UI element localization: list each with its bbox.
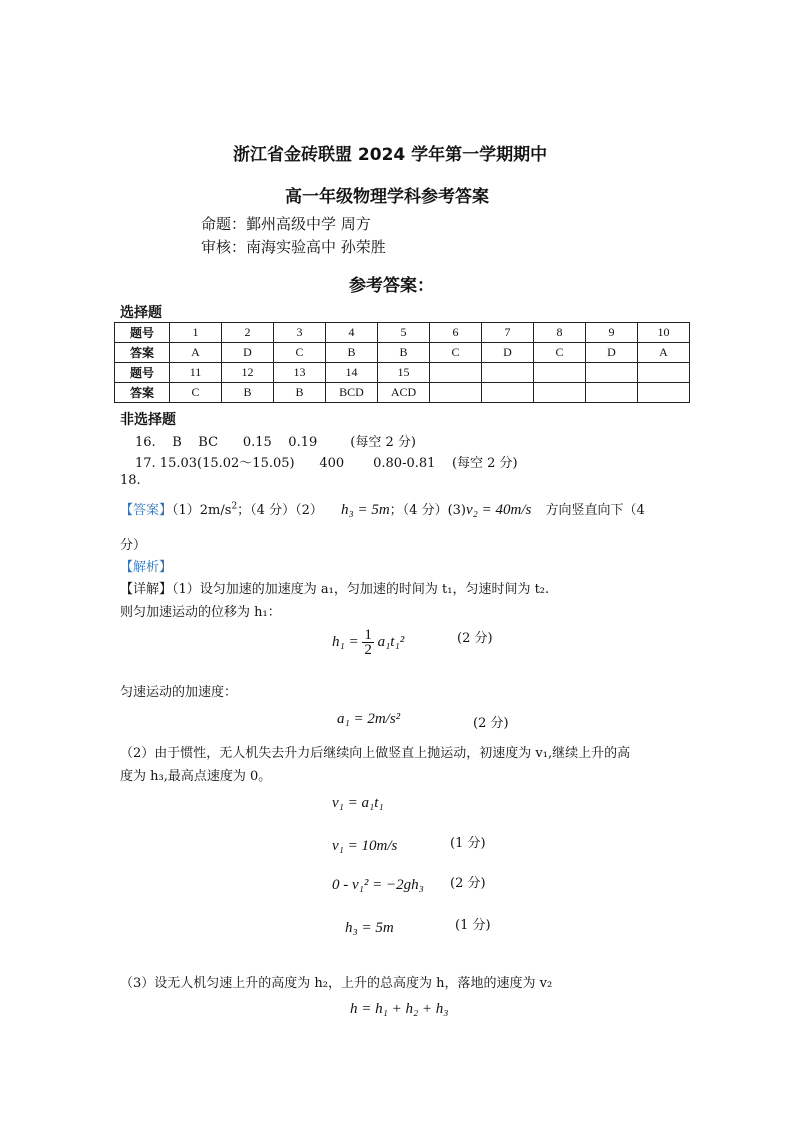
part2-line1: （2）由于惯性，无人机失去升力后继续向上做竖直上抛运动，初速度为 v₁,继续上升的高 (120, 746, 631, 761)
answer-wrap: 分） (120, 538, 147, 553)
table-cell: 1 (170, 323, 222, 343)
part3-line: （3）设无人机匀速上升的高度为 h₂，上升的总高度为 h，落地的速度为 v₂ (120, 976, 553, 991)
table-cell: C (170, 383, 222, 403)
table-cell: B (378, 343, 430, 363)
detail-text: （1）设匀加速的加速度为 a₁，匀加速的时间为 t₁，匀速时间为 t₂. (172, 582, 550, 597)
answer-part2: ；（4 分）（2） (237, 503, 323, 518)
table-cell (482, 383, 534, 403)
answer-v2: v₂ = 40m/s (466, 502, 532, 518)
eq1-lhs: h₁ = (332, 633, 359, 650)
exam-subtitle: 高一年级物理学科参考答案 (285, 187, 489, 207)
analysis-tag: 【解析】 (120, 560, 173, 575)
mc-heading: 选择题 (120, 305, 162, 321)
eq1-rhs: a₁t₁² (377, 633, 405, 650)
reviewer-line: 审核：南海实验高中 孙荣胜 (201, 238, 386, 256)
table-row (115, 323, 690, 343)
part2-line2: 度为 h₃,最高点速度为 0。 (120, 769, 272, 784)
equation-3: v₁ = a₁t₁ (332, 795, 384, 811)
proposer-line: 命题：鄞州高级中学 周方 (201, 215, 371, 233)
answers-heading: 参考答案： (349, 276, 434, 296)
table-cell: C (274, 343, 326, 363)
equation-6: h₃ = 5m (345, 920, 394, 936)
table-cell: C (534, 343, 586, 363)
answer-table (114, 322, 690, 403)
table-cell: 7 (482, 323, 534, 343)
table-row (115, 343, 690, 363)
row-label: 题号 (115, 323, 170, 343)
table-cell: 3 (274, 323, 326, 343)
answer-line-16: 16. B BC 0.15 0.19 (每空 2 分) (135, 435, 416, 450)
equation-2: a₁ = 2m/s² (337, 711, 401, 727)
table-cell: 9 (586, 323, 638, 343)
table-cell (534, 363, 586, 383)
table-row (115, 363, 690, 383)
equation-1 (332, 628, 404, 657)
table-cell (482, 363, 534, 383)
accel-text: 匀速运动的加速度： (120, 685, 238, 700)
table-cell (586, 363, 638, 383)
table-row (115, 383, 690, 403)
table-cell: D (586, 343, 638, 363)
table-cell: 5 (378, 323, 430, 343)
table-cell: B (326, 343, 378, 363)
exam-title: 浙江省金砖联盟 2024 学年第一学期期中 (233, 145, 548, 165)
table-cell: B (222, 383, 274, 403)
table-cell (638, 363, 690, 383)
table-cell: C (430, 343, 482, 363)
answer-summary (120, 499, 645, 519)
table-cell: 14 (326, 363, 378, 383)
answer-part1: （1）2m/s (172, 503, 232, 518)
table-cell: 11 (170, 363, 222, 383)
equation-4: v₁ = 10m/s (332, 838, 398, 854)
nonmc-heading: 非选择题 (120, 412, 176, 428)
eq5-score: (2 分) (450, 876, 486, 891)
eq6-score: (1 分) (455, 918, 491, 933)
answer-tag: 【答案】 (120, 503, 173, 518)
row-label: 答案 (115, 343, 170, 363)
equation-7: h = h₁ + h₂ + h₃ (350, 1001, 449, 1017)
table-cell (586, 383, 638, 403)
table-cell: 2 (222, 323, 274, 343)
table-cell (430, 363, 482, 383)
table-cell: D (222, 343, 274, 363)
table-cell: B (274, 383, 326, 403)
equation-5: 0 - v₁² = −2gh₃ (332, 877, 424, 893)
table-cell (430, 383, 482, 403)
eq1-score: (2 分) (457, 631, 493, 646)
eq1-numerator: 1 (364, 627, 372, 643)
table-cell (534, 383, 586, 403)
eq1-denominator: 2 (364, 642, 372, 658)
table-cell: 10 (638, 323, 690, 343)
answer-h3: h₃ = 5m (341, 502, 390, 518)
superscript-2: 2 (231, 501, 238, 512)
table-cell: 13 (274, 363, 326, 383)
table-cell: ACD (378, 383, 430, 403)
table-cell: BCD (326, 383, 378, 403)
table-cell: 8 (534, 323, 586, 343)
row-label: 答案 (115, 383, 170, 403)
detail-tag: 【详解】 (120, 582, 173, 597)
eq2-score: (2 分) (473, 716, 509, 731)
answer-part3: ；（4 分）(3) (389, 503, 466, 518)
table-cell: 4 (326, 323, 378, 343)
table-cell (638, 383, 690, 403)
table-cell: 15 (378, 363, 430, 383)
answer-part4: 方向竖直向下（4 (545, 503, 645, 518)
table-cell: 6 (430, 323, 482, 343)
displacement-text: 则匀加速运动的位移为 h₁： (120, 605, 281, 620)
answer-line-18: 18. (120, 473, 141, 488)
table-cell: A (170, 343, 222, 363)
eq1-fraction (362, 628, 374, 657)
eq4-score: (1 分) (450, 836, 486, 851)
answer-line-17: 17. 15.03(15.02～15.05) 400 0.80-0.81 (每空 2 分) (135, 456, 518, 471)
table-cell: A (638, 343, 690, 363)
table-cell: 12 (222, 363, 274, 383)
table-cell: D (482, 343, 534, 363)
detail-line (120, 578, 549, 597)
row-label: 题号 (115, 363, 170, 383)
